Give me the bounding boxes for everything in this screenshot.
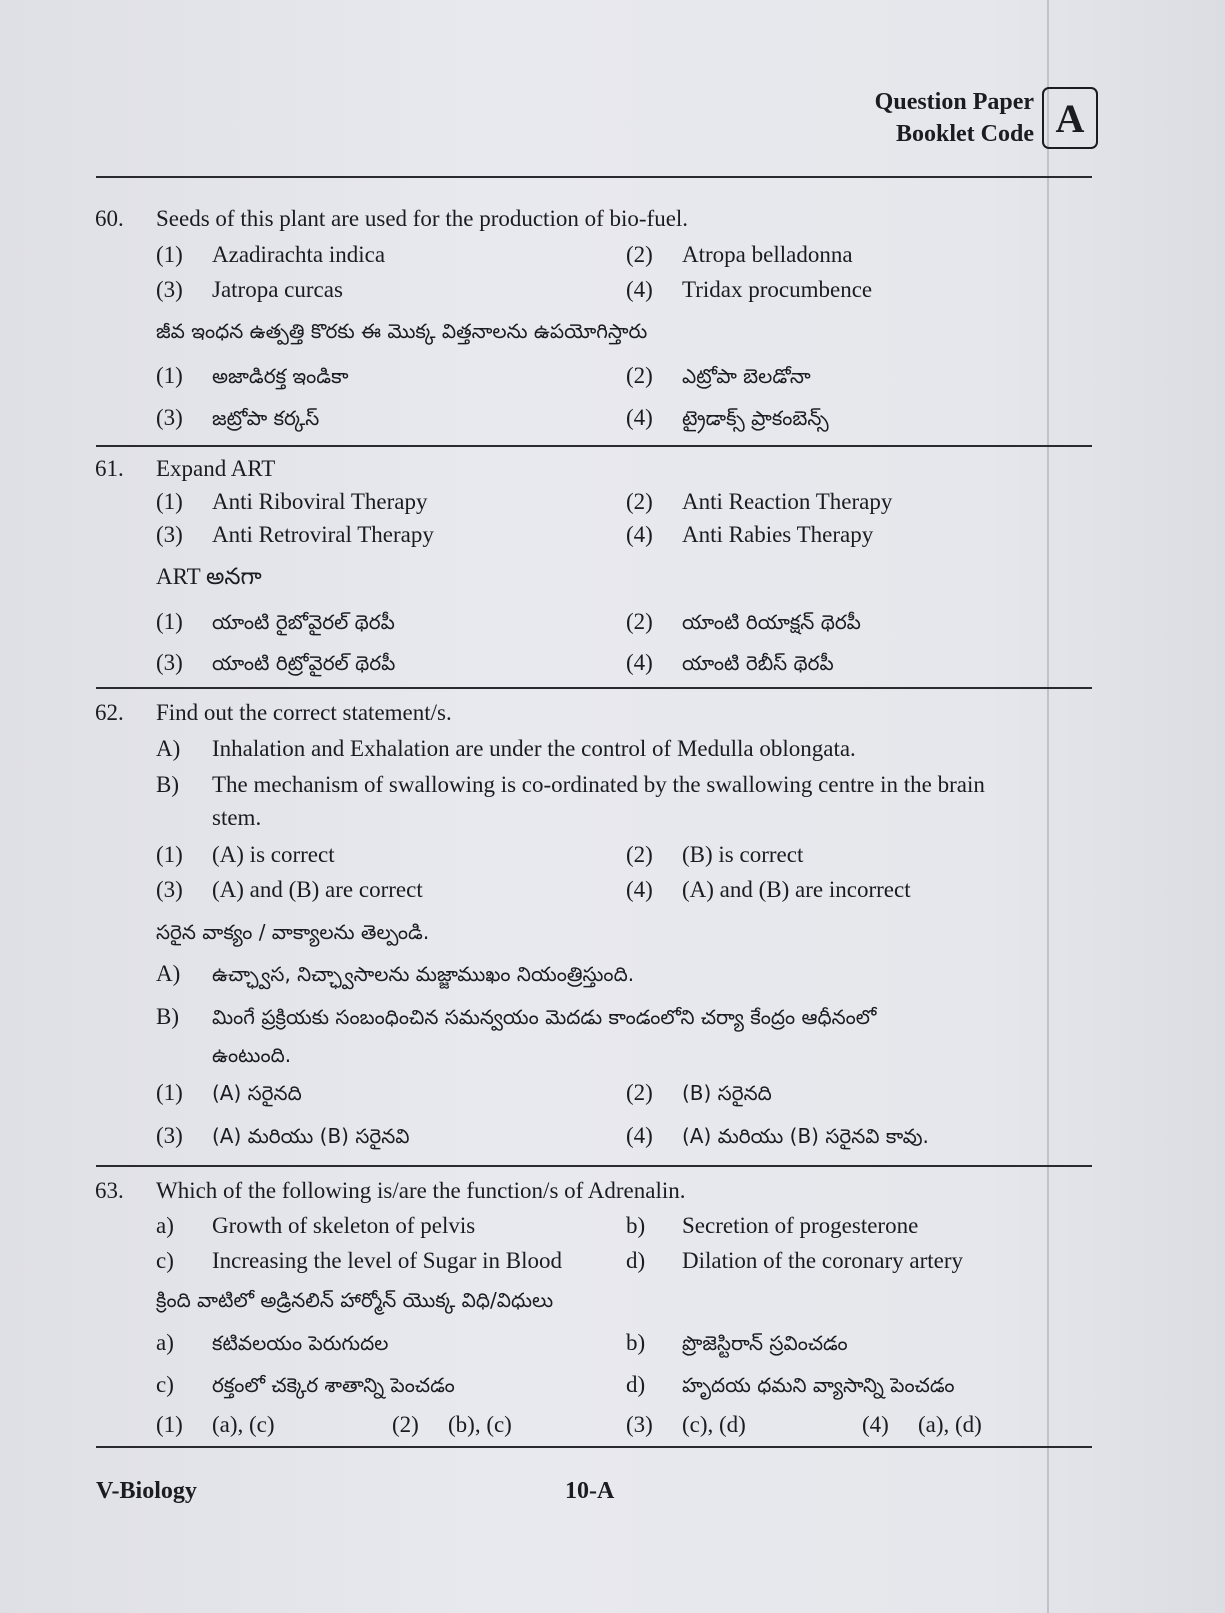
statement-label: A) xyxy=(156,736,181,761)
question-number: 61. xyxy=(95,456,124,481)
option-3-telugu xyxy=(156,405,319,435)
option-4-telugu xyxy=(626,650,834,680)
statement-a xyxy=(156,736,856,762)
option-text: (A) and (B) are incorrect xyxy=(682,877,911,902)
item-text: ప్రొజెస్టిరాన్ స్రవించడం xyxy=(682,1331,848,1355)
divider xyxy=(96,1446,1092,1448)
statement-a-telugu xyxy=(156,961,634,991)
statement-b-telugu-continued: ఉంటుంది. xyxy=(212,1043,292,1067)
option-text: యాంటి రియాక్షన్ థెరపీ xyxy=(682,610,861,634)
item-label: b) xyxy=(626,1330,646,1355)
booklet-label-line2: Booklet Code xyxy=(896,121,1034,147)
divider xyxy=(96,687,1092,689)
option-text: (A) and (B) are correct xyxy=(212,877,423,902)
option-2 xyxy=(626,842,803,868)
option-number: (4) xyxy=(862,1412,889,1437)
option-text: Tridax procumbence xyxy=(682,277,873,302)
option-number: (1) xyxy=(156,1080,183,1105)
option-2 xyxy=(626,489,892,515)
question-stem-telugu: జీవ ఇంధన ఉత్పత్తి కొరకు ఈ మొక్క విత్తనాలను ఉపయోగిస్తారు xyxy=(156,319,648,343)
item-label: c) xyxy=(156,1372,174,1397)
booklet-code-box: A xyxy=(1042,87,1098,149)
statement-label: A) xyxy=(156,961,181,986)
option-number: (4) xyxy=(626,522,653,547)
option-number: (1) xyxy=(156,363,183,388)
option-2-telugu xyxy=(626,609,861,639)
option-number: (3) xyxy=(156,1123,183,1148)
option-number: (2) xyxy=(626,609,653,634)
option-text: Anti Riboviral Therapy xyxy=(212,489,428,514)
item-text: కటివలయం పెరుగుదల xyxy=(212,1331,389,1355)
answer-option-1 xyxy=(156,1412,275,1438)
booklet-code-header xyxy=(875,86,1098,150)
option-text: (A) మరియు (B) సరైనవి కావు. xyxy=(682,1124,929,1148)
option-text: అజాడిరక్త ఇండికా xyxy=(212,364,349,388)
item-text: హృదయ ధమని వ్యాసాన్ని పెంచడం xyxy=(682,1373,955,1397)
option-1 xyxy=(156,242,385,268)
option-text: Jatropa curcas xyxy=(212,277,343,302)
option-number: (4) xyxy=(626,277,653,302)
statement-b-telugu xyxy=(156,1004,876,1034)
option-number: (3) xyxy=(156,650,183,675)
option-text: ఎట్రోపా బెలడోనా xyxy=(682,364,811,388)
option-number: (2) xyxy=(626,489,653,514)
item-a xyxy=(156,1213,475,1239)
option-1 xyxy=(156,842,335,868)
statement-text: మింగే ప్రక్రియకు సంబంధించిన సమన్వయం మెదడు కాండంలోని చర్యా కేంద్రం ఆధీనంలో xyxy=(212,1005,877,1029)
option-text: యాంటి రైబోవైరల్ థెరపీ xyxy=(212,610,395,634)
statement-b-continued: stem. xyxy=(212,805,262,830)
booklet-code-label xyxy=(875,86,1034,150)
statement-b xyxy=(156,772,985,798)
item-d xyxy=(626,1248,963,1274)
answer-option-3 xyxy=(626,1412,746,1438)
question-stem: Seeds of this plant are used for the production of bio-fuel. xyxy=(156,206,689,231)
option-number: (3) xyxy=(156,522,183,547)
question-stem: Which of the following is/are the function/s of Adrenalin. xyxy=(156,1178,686,1203)
divider xyxy=(96,1165,1092,1167)
option-text: (A) సరైనది xyxy=(212,1081,302,1105)
item-text: Dilation of the coronary artery xyxy=(682,1248,963,1273)
statement-text: ఉచ్ఛ్వాస, నిచ్ఛ్వాసాలను మజ్జాముఖం నియంత్రిస్తుంది. xyxy=(212,962,635,986)
statement-label: B) xyxy=(156,772,179,797)
option-text: యాంటి రిట్రోవైరల్ థెరపీ xyxy=(212,651,396,675)
answer-option-4 xyxy=(862,1412,982,1438)
option-text: Anti Retroviral Therapy xyxy=(212,522,434,547)
option-text: (a), (c) xyxy=(212,1412,275,1437)
item-c xyxy=(156,1248,562,1274)
question-number: 63. xyxy=(95,1178,124,1203)
item-text: Growth of skeleton of pelvis xyxy=(212,1213,476,1238)
option-number: (2) xyxy=(392,1412,419,1437)
question-number: 60. xyxy=(95,206,124,231)
option-text: (B) is correct xyxy=(682,842,804,867)
item-label: a) xyxy=(156,1213,174,1238)
statement-text: The mechanism of swallowing is co-ordinated by the swallowing centre in the brain xyxy=(212,772,985,797)
page-fold-line xyxy=(1047,0,1049,1613)
option-1-telugu xyxy=(156,1080,302,1110)
option-2 xyxy=(626,242,853,268)
option-3-telugu xyxy=(156,1123,410,1153)
option-number: (4) xyxy=(626,877,653,902)
statement-text: Inhalation and Exhalation are under the control of Medulla oblongata. xyxy=(212,736,856,761)
option-4 xyxy=(626,277,872,303)
option-text: (a), (d) xyxy=(918,1412,982,1437)
item-a-telugu xyxy=(156,1330,388,1360)
item-text: రక్తంలో చక్కెర శాతాన్ని పెంచడం xyxy=(212,1373,455,1397)
answer-option-2 xyxy=(392,1412,512,1438)
option-number: (1) xyxy=(156,1412,183,1437)
option-text: జట్రోపా కర్కస్ xyxy=(212,406,320,430)
item-text: Increasing the level of Sugar in Blood xyxy=(212,1248,563,1273)
question-stem-telugu: ART అనగా xyxy=(156,564,262,589)
item-b xyxy=(626,1213,918,1239)
option-text: (A) is correct xyxy=(212,842,335,867)
question-stem-telugu: సరైన వాక్యం / వాక్యాలను తెల్పండి. xyxy=(156,920,430,944)
page-number: 10-A xyxy=(565,1478,615,1504)
option-text: (c), (d) xyxy=(682,1412,746,1437)
option-number: (4) xyxy=(626,650,653,675)
option-4 xyxy=(626,877,911,903)
option-number: (1) xyxy=(156,842,183,867)
option-text: (b), (c) xyxy=(448,1412,512,1437)
booklet-label-line1: Question Paper xyxy=(874,89,1034,115)
item-label: b) xyxy=(626,1213,646,1238)
option-text: యాంటి రెబీస్ థెరపీ xyxy=(682,651,834,675)
option-2-telugu xyxy=(626,1080,772,1110)
option-text: (A) మరియు (B) సరైనవి xyxy=(212,1124,410,1148)
option-number: (3) xyxy=(156,277,183,302)
option-3 xyxy=(156,522,434,548)
item-label: d) xyxy=(626,1248,646,1273)
question-number: 62. xyxy=(95,700,124,725)
option-text: Anti Reaction Therapy xyxy=(682,489,893,514)
option-3-telugu xyxy=(156,650,395,680)
option-number: (3) xyxy=(156,405,183,430)
question-stem-telugu: క్రింది వాటిలో అడ్రినలిన్ హార్మోన్ యొక్క విధి/విధులు xyxy=(156,1288,554,1312)
divider xyxy=(96,176,1092,178)
option-number: (4) xyxy=(626,1123,653,1148)
option-number: (2) xyxy=(626,242,653,267)
option-4-telugu xyxy=(626,1123,929,1153)
question-stem: Expand ART xyxy=(156,456,276,481)
option-1-telugu xyxy=(156,609,395,639)
option-text: Atropa belladonna xyxy=(682,242,853,267)
statement-label: B) xyxy=(156,1004,179,1029)
option-4 xyxy=(626,522,873,548)
question-stem: Find out the correct statement/s. xyxy=(156,700,452,725)
option-number: (2) xyxy=(626,842,653,867)
item-label: c) xyxy=(156,1248,174,1273)
item-label: d) xyxy=(626,1372,646,1397)
option-4-telugu xyxy=(626,405,829,435)
option-text: (B) సరైనది xyxy=(682,1081,772,1105)
option-3 xyxy=(156,277,343,303)
option-2-telugu xyxy=(626,363,811,393)
divider xyxy=(96,445,1092,447)
option-number: (4) xyxy=(626,405,653,430)
subject-footer: V-Biology xyxy=(96,1478,197,1504)
option-1 xyxy=(156,489,427,515)
option-text: ట్రైడాక్స్ ప్రాకంబెన్స్ xyxy=(682,406,829,430)
item-c-telugu xyxy=(156,1372,455,1402)
option-number: (1) xyxy=(156,489,183,514)
option-text: Anti Rabies Therapy xyxy=(682,522,874,547)
item-text: Secretion of progesterone xyxy=(682,1213,919,1238)
option-1-telugu xyxy=(156,363,348,393)
item-d-telugu xyxy=(626,1372,954,1402)
item-label: a) xyxy=(156,1330,174,1355)
option-number: (3) xyxy=(156,877,183,902)
option-number: (2) xyxy=(626,363,653,388)
option-3 xyxy=(156,877,423,903)
item-b-telugu xyxy=(626,1330,848,1360)
option-number: (2) xyxy=(626,1080,653,1105)
option-number: (1) xyxy=(156,609,183,634)
option-number: (1) xyxy=(156,242,183,267)
option-text: Azadirachta indica xyxy=(212,242,386,267)
option-number: (3) xyxy=(626,1412,653,1437)
